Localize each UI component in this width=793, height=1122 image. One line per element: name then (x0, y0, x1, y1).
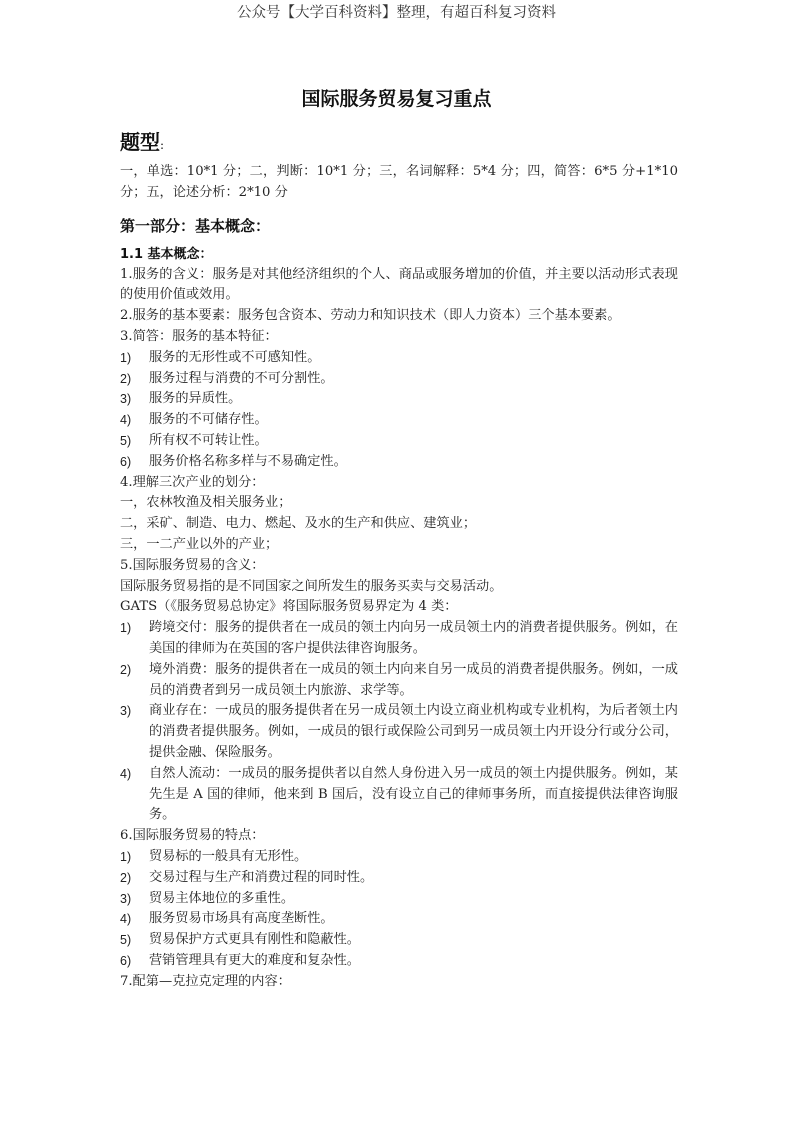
section-1-1-heading: 1.1 基本概念： (120, 246, 213, 262)
list-item: 5) 贸易保护方式更具有刚性和隐蔽性。 (120, 932, 360, 948)
service-features-heading: 3.简答：服务的基本特征： (120, 328, 278, 344)
industry-primary: 一，农林牧渔及相关服务业； (120, 495, 292, 511)
document-title: 国际服务贸易复习重点 (301, 88, 492, 110)
question-types-text: 一，单选：10*1 分；二，判断：10*1 分；三，名词解释：5*4 分；四，简答：6*5 分+1*10 分；五，论述分析：2*10 分 (120, 164, 678, 200)
trade-definition-heading: 5.国际服务贸易的含义： (120, 557, 265, 573)
industry-secondary: 二，采矿、制造、电力、燃起、及水的生产和供应、建筑业； (120, 516, 477, 532)
page-header: 公众号【大学百科资料】整理，有超百科复习资料 (237, 5, 556, 21)
service-definition: 1.服务的含义：服务是对其他经济组织的个人、商品或服务增加的价值，并主要以活动形式表现的使用价值或效用。 (120, 266, 678, 303)
list-item: 2) 服务过程与消费的不可分割性。 (120, 370, 334, 386)
trade-definition: 国际服务贸易指的是不同国家之间所发生的服务买卖与交易活动。 (120, 578, 503, 594)
part1-heading: 第一部分：基本概念： (120, 216, 271, 235)
list-item: 3) 服务的异质性。 (120, 391, 242, 407)
question-types-heading (120, 126, 678, 162)
industry-tertiary: 三，一二产业以外的产业； (120, 536, 279, 552)
question-types-heading-text: 题型 (120, 130, 160, 154)
list-item: 3) 贸易主体地位的多重性。 (120, 890, 295, 906)
industries-heading: 4.理解三次产业的划分： (120, 474, 265, 490)
list-item: 4) 服务的不可储存性。 (120, 412, 268, 428)
document-body (120, 126, 678, 992)
list-item: 4) 自然人流动：一成员的服务提供者以自然人身份进入另一成员的领土内提供服务。例如，某先生是 A 国的律师，他来到 B 国后，没有设立自己的律师事务所，而直接提供法律咨询服务。 (120, 765, 678, 823)
list-item: 6) 服务价格名称多样与不易确定性。 (120, 453, 347, 469)
question-types-heading-mark: : (160, 138, 165, 152)
list-item: 2) 境外消费：服务的提供者在一成员的领土内向来自另一成员的消费者提供服务。例如，一成员的消费者到另一成员领土内旅游、求学等。 (120, 661, 678, 698)
trade-characteristics-heading: 6.国际服务贸易的特点： (120, 828, 265, 844)
list-item: 6) 营销管理具有更大的难度和复杂性。 (120, 952, 360, 968)
gats-intro: GATS（《服务贸易总协定》将国际服务贸易界定为 4 类： (120, 599, 458, 615)
list-item: 5) 所有权不可转让性。 (120, 432, 268, 448)
service-features-list (120, 348, 678, 473)
trade-characteristics-list (120, 847, 678, 972)
list-item: 2) 交易过程与生产和消费过程的同时性。 (120, 869, 374, 885)
list-item: 1) 贸易标的一般具有无形性。 (120, 848, 308, 864)
list-item: 1) 服务的无形性或不可感知性。 (120, 349, 321, 365)
list-item: 1) 跨境交付：服务的提供者在一成员的领土内向另一成员领土内的消费者提供服务。例如，在美国的律师为在英国的客户提供法律咨询服务。 (120, 620, 678, 656)
gats-modes-list (120, 618, 678, 826)
service-elements: 2.服务的基本要素：服务包含资本、劳动力和知识技术（即人力资本）三个基本要素。 (120, 308, 621, 324)
petty-clark-heading: 7.配第—克拉克定理的内容： (120, 973, 291, 989)
list-item: 3) 商业存在：一成员的服务提供者在另一成员领土内设立商业机构或专业机构，为后者领土内的消费者提供服务。例如，一成员的银行或保险公司到另一成员领土内开设分行或分公司，提供金融、保险服务。 (120, 703, 678, 760)
list-item: 4) 服务贸易市场具有高度垄断性。 (120, 911, 334, 927)
